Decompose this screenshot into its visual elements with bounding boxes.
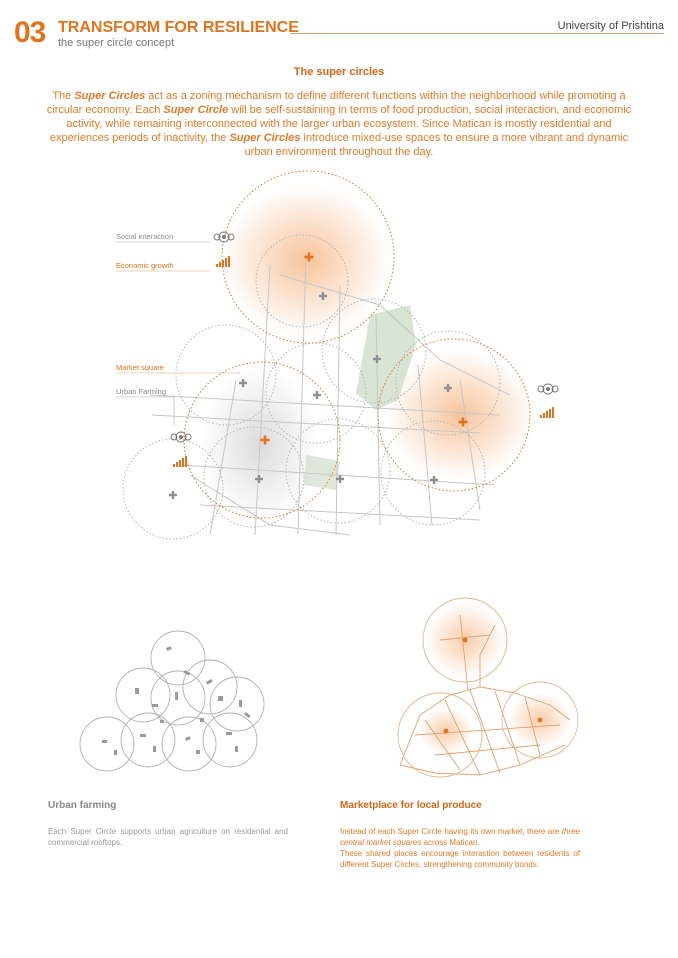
marketplace-text-2: across Matican.	[421, 838, 480, 847]
marketplace-title: Marketplace for local produce	[340, 800, 482, 811]
marketplace-text-1: Instead of each Super Circle having its own market, there are	[340, 827, 562, 836]
marketplace-diagram	[340, 595, 640, 790]
urban-farming-text: Each Super Circle supports urban agriculture on residential and commercial rooftops.	[48, 827, 288, 847]
urban-farming-title: Urban farming	[48, 800, 117, 811]
marketplace-emphasis: three central market squares	[340, 827, 580, 847]
chapter-subtitle: the super circle concept	[58, 37, 175, 49]
university-name: University of Prishtina	[552, 20, 664, 32]
marketplace-text	[340, 826, 580, 870]
intro-text-2: act as a zoning mechanism to define different functions within the neighborhood while promoting a circular economy. Each	[46, 90, 626, 116]
legend-market-square: Market square	[116, 363, 164, 372]
intro-emphasis-1: Super Circles	[74, 90, 146, 102]
page-header	[14, 18, 664, 54]
legend-social-interaction: Social interaction	[116, 232, 174, 241]
intro-paragraph	[40, 89, 638, 159]
intro-emphasis-3: Super Circles	[229, 132, 301, 144]
header-divider	[290, 33, 664, 34]
intro-emphasis-2: Super Circle	[163, 104, 229, 116]
urban-farming-diagram	[40, 600, 340, 785]
legend-economic-growth: Economic growth	[116, 261, 174, 270]
chapter-number: 03	[14, 16, 46, 49]
intro-text-1: The	[52, 90, 75, 102]
super-circles-map	[40, 165, 640, 555]
intro-text-3: will be self-sustaining in terms of food production, social interaction, and economic activity, while remaining interconnected with the larger urban ecosystem. Since Matican is mostly residential and experiences periods of inactivity, the	[49, 104, 632, 144]
intro-text-4: introduce mixed-use spaces to ensure a more vibrant and dynamic urban environment throughout the day.	[244, 132, 629, 158]
park-area-2	[304, 455, 340, 490]
marketplace-text-3: These shared places encourage interaction between residents of different Super Circles, strengthening community bonds.	[340, 849, 580, 869]
legend-urban-farming: Urban Farming	[116, 387, 167, 396]
chapter-title: TRANSFORM FOR RESILIENCE	[58, 19, 299, 36]
section-heading: The super circles	[293, 66, 385, 78]
rooftop-plots	[102, 646, 251, 755]
